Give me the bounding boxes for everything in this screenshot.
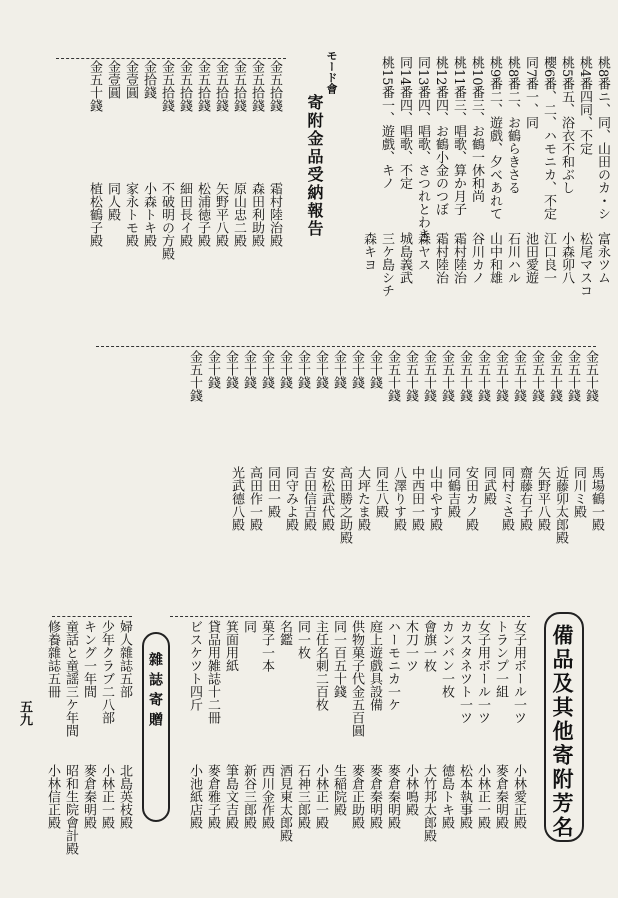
gift-item-10: 同一百五十錢	[331, 620, 346, 698]
item-donor-9: 霜村陸治	[433, 232, 448, 284]
magazine-donor-3: 昭和生院會計殿	[63, 764, 78, 855]
gift-item-7: ハーモニカ一ケ	[385, 620, 400, 711]
mid-donor-0: 馬場鶴一殿	[589, 466, 604, 531]
money-donor-4: 松浦徳子殿	[195, 182, 210, 247]
item-line-6: 桃9番二、遊戲、夕べあれて	[487, 56, 502, 221]
mid-amount-20: 金十錢	[223, 350, 238, 389]
mid-donor-11: 八澤りす殿	[391, 466, 406, 531]
gift-item-14: 菓子一本	[259, 620, 274, 672]
money-amount-7: 金拾錢	[141, 60, 156, 99]
gift-item-2: 女子用ボール一ツ	[475, 620, 490, 724]
mid-donor-14: 高田勝之助殿	[337, 466, 352, 544]
item-line-3: 櫻6番、二、ハモニカ、不定	[541, 56, 556, 221]
money-amount-2: 金五拾錢	[231, 60, 246, 112]
gift-item-17: 貸品用雑誌十二冊	[205, 620, 220, 724]
mid-donor-10: 中西田一殿	[409, 466, 424, 531]
gift-donor-1: 麥倉秦明殿	[493, 764, 508, 829]
gift-item-6: 木刀一ツ	[403, 620, 418, 672]
mid-donor-12: 同生八殿	[373, 466, 388, 518]
money-amount-0: 金五拾錢	[267, 60, 282, 112]
mid-amount-22: 金五十錢	[187, 350, 202, 402]
mid-donor-5: 同村ミさ殿	[499, 466, 514, 531]
gift-donor-8: 麥倉秦明殿	[367, 764, 382, 829]
gift-donor-6: 小林鳴殿	[403, 764, 418, 816]
item-donor-8: 霜村陸治	[451, 232, 466, 284]
money-donor-0: 霜村陸治殿	[267, 182, 282, 247]
mid-donor-17: 同守みよ殿	[283, 466, 298, 531]
item-donor-4: 池田愛遊	[523, 232, 538, 284]
mid-donor-2: 近藤卯太郎殿	[553, 466, 568, 544]
gift-item-0: 女子用ボール一ツ	[511, 620, 526, 724]
gift-item-8: 庭上遊戲具設備	[367, 620, 382, 711]
gift-donor-12: 石神三郎殿	[295, 764, 310, 829]
item-donor-3: 江口良一	[541, 232, 556, 284]
gift-item-13: 名鑑	[277, 620, 292, 646]
item-line-1: 桃4番四同、不定	[577, 56, 592, 156]
mid-amount-10: 金五十錢	[403, 350, 418, 402]
item-line-2: 桃5番五、浴衣不和ぶし	[559, 56, 574, 195]
gift-donor-18: 小池紙店殿	[187, 764, 202, 829]
mid-donor-1: 同川ミ殿	[571, 466, 586, 518]
section-rule-bottom	[170, 616, 530, 617]
mid-amount-2: 金五十錢	[547, 350, 562, 402]
mid-amount-13: 金十錢	[349, 350, 364, 389]
money-amount-1: 金五拾錢	[249, 60, 264, 112]
magazine-donor-4: 小林信正殿	[45, 764, 60, 829]
item-donor-13: 森キヨ	[361, 232, 376, 271]
money-donor-3: 矢野平八殿	[213, 182, 228, 247]
mid-donor-16: 吉田信吉殿	[301, 466, 316, 531]
item-donor-10: 森ヤス	[415, 232, 430, 271]
item-donor-7: 谷川カノ	[469, 232, 484, 284]
item-line-10: 同13番四、唱歌、さつれとわき	[415, 56, 430, 242]
gift-donor-10: 生稲院殿	[331, 764, 346, 816]
mid-amount-14: 金十錢	[331, 350, 346, 389]
mid-donor-6: 同武殿	[481, 466, 496, 505]
mid-amount-9: 金五十錢	[421, 350, 436, 402]
gift-item-1: トランプ一組	[493, 620, 508, 698]
gift-donor-0: 小林愛正殿	[511, 764, 526, 829]
money-donor-2: 原山忠二殿	[231, 182, 246, 247]
magazine-item-1: 少年クラブ二八部	[99, 620, 114, 724]
magazine-donor-2: 麥倉秦明殿	[81, 764, 96, 829]
magazine-item-4: 修養雜誌五冊	[45, 620, 60, 698]
gift-item-5: 會旗一枚	[421, 620, 436, 672]
item-line-0: 桃8番ニ、同、山田のカ・シ	[595, 56, 610, 221]
gift-item-11: 主任名刺二百枚	[313, 620, 328, 711]
page-number: 五九	[17, 700, 32, 726]
mid-donor-19: 高田作一殿	[247, 466, 262, 531]
item-line-8: 桃11番三、唱歌、算か月子	[451, 56, 466, 216]
gift-donor-2: 小林正一殿	[475, 764, 490, 829]
gift-donor-17: 麥倉雅子殿	[205, 764, 220, 829]
mid-amount-19: 金十錢	[241, 350, 256, 389]
item-line-12: 桃15番一、遊戲、キノ	[379, 56, 394, 190]
gift-item-16: 箕面用紙	[223, 620, 238, 672]
magazine-title: 雜誌寄贈	[147, 652, 163, 732]
item-donor-5: 石川ハル	[505, 232, 520, 284]
money-amount-4: 金五拾錢	[195, 60, 210, 112]
gift-item-3: カスタネツト一ツ	[457, 620, 472, 724]
item-donor-0: 富永ツム	[595, 232, 610, 284]
money-amount-3: 金五拾錢	[213, 60, 228, 112]
money-amount-10: 金五十錢	[87, 60, 102, 112]
mid-amount-8: 金五十錢	[439, 350, 454, 402]
mid-donor-18: 同田一殿	[265, 466, 280, 518]
magazine-donor-1: 小林正一殿	[99, 764, 114, 829]
money-amount-8: 金壹圓	[123, 60, 138, 99]
report-title: 寄附金品受納報告	[305, 94, 324, 238]
gift-donor-4: 德島トキ殿	[439, 764, 454, 829]
section-rule-top	[56, 58, 286, 59]
mid-amount-16: 金十錢	[295, 350, 310, 389]
section-rule-magazine	[52, 616, 132, 617]
mid-donor-8: 同鶴吉殿	[445, 466, 460, 518]
money-donor-6: 不破明の方殿	[159, 182, 174, 260]
mid-donor-15: 安松武代殿	[319, 466, 334, 531]
mid-donor-13: 大坪たま殿	[355, 466, 370, 531]
gift-donor-7: 麥倉秦明殿	[385, 764, 400, 829]
gift-donor-5: 大竹邦太郎殿	[421, 764, 436, 842]
mid-amount-6: 金五十錢	[475, 350, 490, 402]
item-donor-11: 城島義武	[397, 232, 412, 284]
money-donor-1: 森田利助殿	[249, 182, 264, 247]
gift-donor-3: 松本執事殿	[457, 764, 472, 829]
item-donor-12: 三ケ島シチ	[379, 232, 394, 297]
gift-item-18: ビスケツト四斤	[187, 620, 202, 711]
section-rule-mid	[96, 346, 596, 347]
mid-amount-15: 金十錢	[313, 350, 328, 389]
item-line-9: 桃12番四、お鶴小金のつぼ	[433, 56, 448, 216]
mid-amount-17: 金十錢	[277, 350, 292, 389]
mid-donor-20: 光武德八殿	[229, 466, 244, 531]
mid-amount-4: 金五十錢	[511, 350, 526, 402]
mid-amount-18: 金十錢	[259, 350, 274, 389]
gift-donor-11: 小林正一殿	[313, 764, 328, 829]
mid-amount-7: 金五十錢	[457, 350, 472, 402]
item-line-4: 同7番一、同	[523, 56, 538, 130]
item-line-5: 桃8番二、お鶴らきさる	[505, 56, 520, 195]
money-amount-5: 金五拾錢	[177, 60, 192, 112]
magazine-item-0: 婦人雜誌五部	[117, 620, 132, 698]
mid-donor-9: 山中やす殿	[427, 466, 442, 531]
item-line-11: 同14番四、唱歌、不定	[397, 56, 412, 190]
mid-amount-1: 金五十錢	[565, 350, 580, 402]
gift-donor-13: 酒見東太郎殿	[277, 764, 292, 842]
money-donor-7: 小森トキ殿	[141, 182, 156, 247]
money-donor-9: 同人殿	[105, 182, 120, 221]
money-amount-9: 金壹圓	[105, 60, 120, 99]
gift-item-12: 同一枚	[295, 620, 310, 659]
item-donor-1: 松尾マスコ	[577, 232, 592, 297]
mid-donor-7: 安田カノ殿	[463, 466, 478, 531]
money-donor-10: 植松鶴子殿	[87, 182, 102, 247]
magazine-donor-0: 北島英枝殿	[117, 764, 132, 829]
money-donor-5: 細田長イ殿	[177, 182, 192, 247]
gift-item-4: カンバン一枚	[439, 620, 454, 698]
gift-donor-15: 新谷三郎殿	[241, 764, 256, 829]
magazine-item-3: 童話と童謡三ケ年間	[63, 620, 78, 737]
item-donor-6: 山中和雄	[487, 232, 502, 284]
gift-donor-16: 筆島文吉殿	[223, 764, 238, 829]
money-donor-8: 家永トモ殿	[123, 182, 138, 247]
mid-donor-3: 矢野平八殿	[535, 466, 550, 531]
mid-amount-0: 金五十錢	[583, 350, 598, 402]
gifts-title: 備品及其他寄附芳名	[550, 624, 575, 840]
gift-donor-9: 麥倉正助殿	[349, 764, 364, 829]
mid-amount-5: 金五十錢	[493, 350, 508, 402]
money-amount-6: 金五拾錢	[159, 60, 174, 112]
magazine-item-2: キング一年間	[81, 620, 96, 698]
item-line-7: 桃10番三、お鶴一休和尚	[469, 56, 484, 203]
gift-item-15: 同	[241, 620, 256, 633]
mid-amount-12: 金十錢	[367, 350, 382, 389]
report-subtitle: モード會	[325, 50, 338, 94]
mid-amount-21: 金十錢	[205, 350, 220, 389]
item-donor-2: 小森卯八	[559, 232, 574, 284]
gift-item-9: 供物菓子代金五百圓	[349, 620, 364, 737]
mid-amount-3: 金五十錢	[529, 350, 544, 402]
mid-amount-11: 金五十錢	[385, 350, 400, 402]
mid-donor-4: 齋藤右子殿	[517, 466, 532, 531]
gift-donor-14: 西川金作殿	[259, 764, 274, 829]
